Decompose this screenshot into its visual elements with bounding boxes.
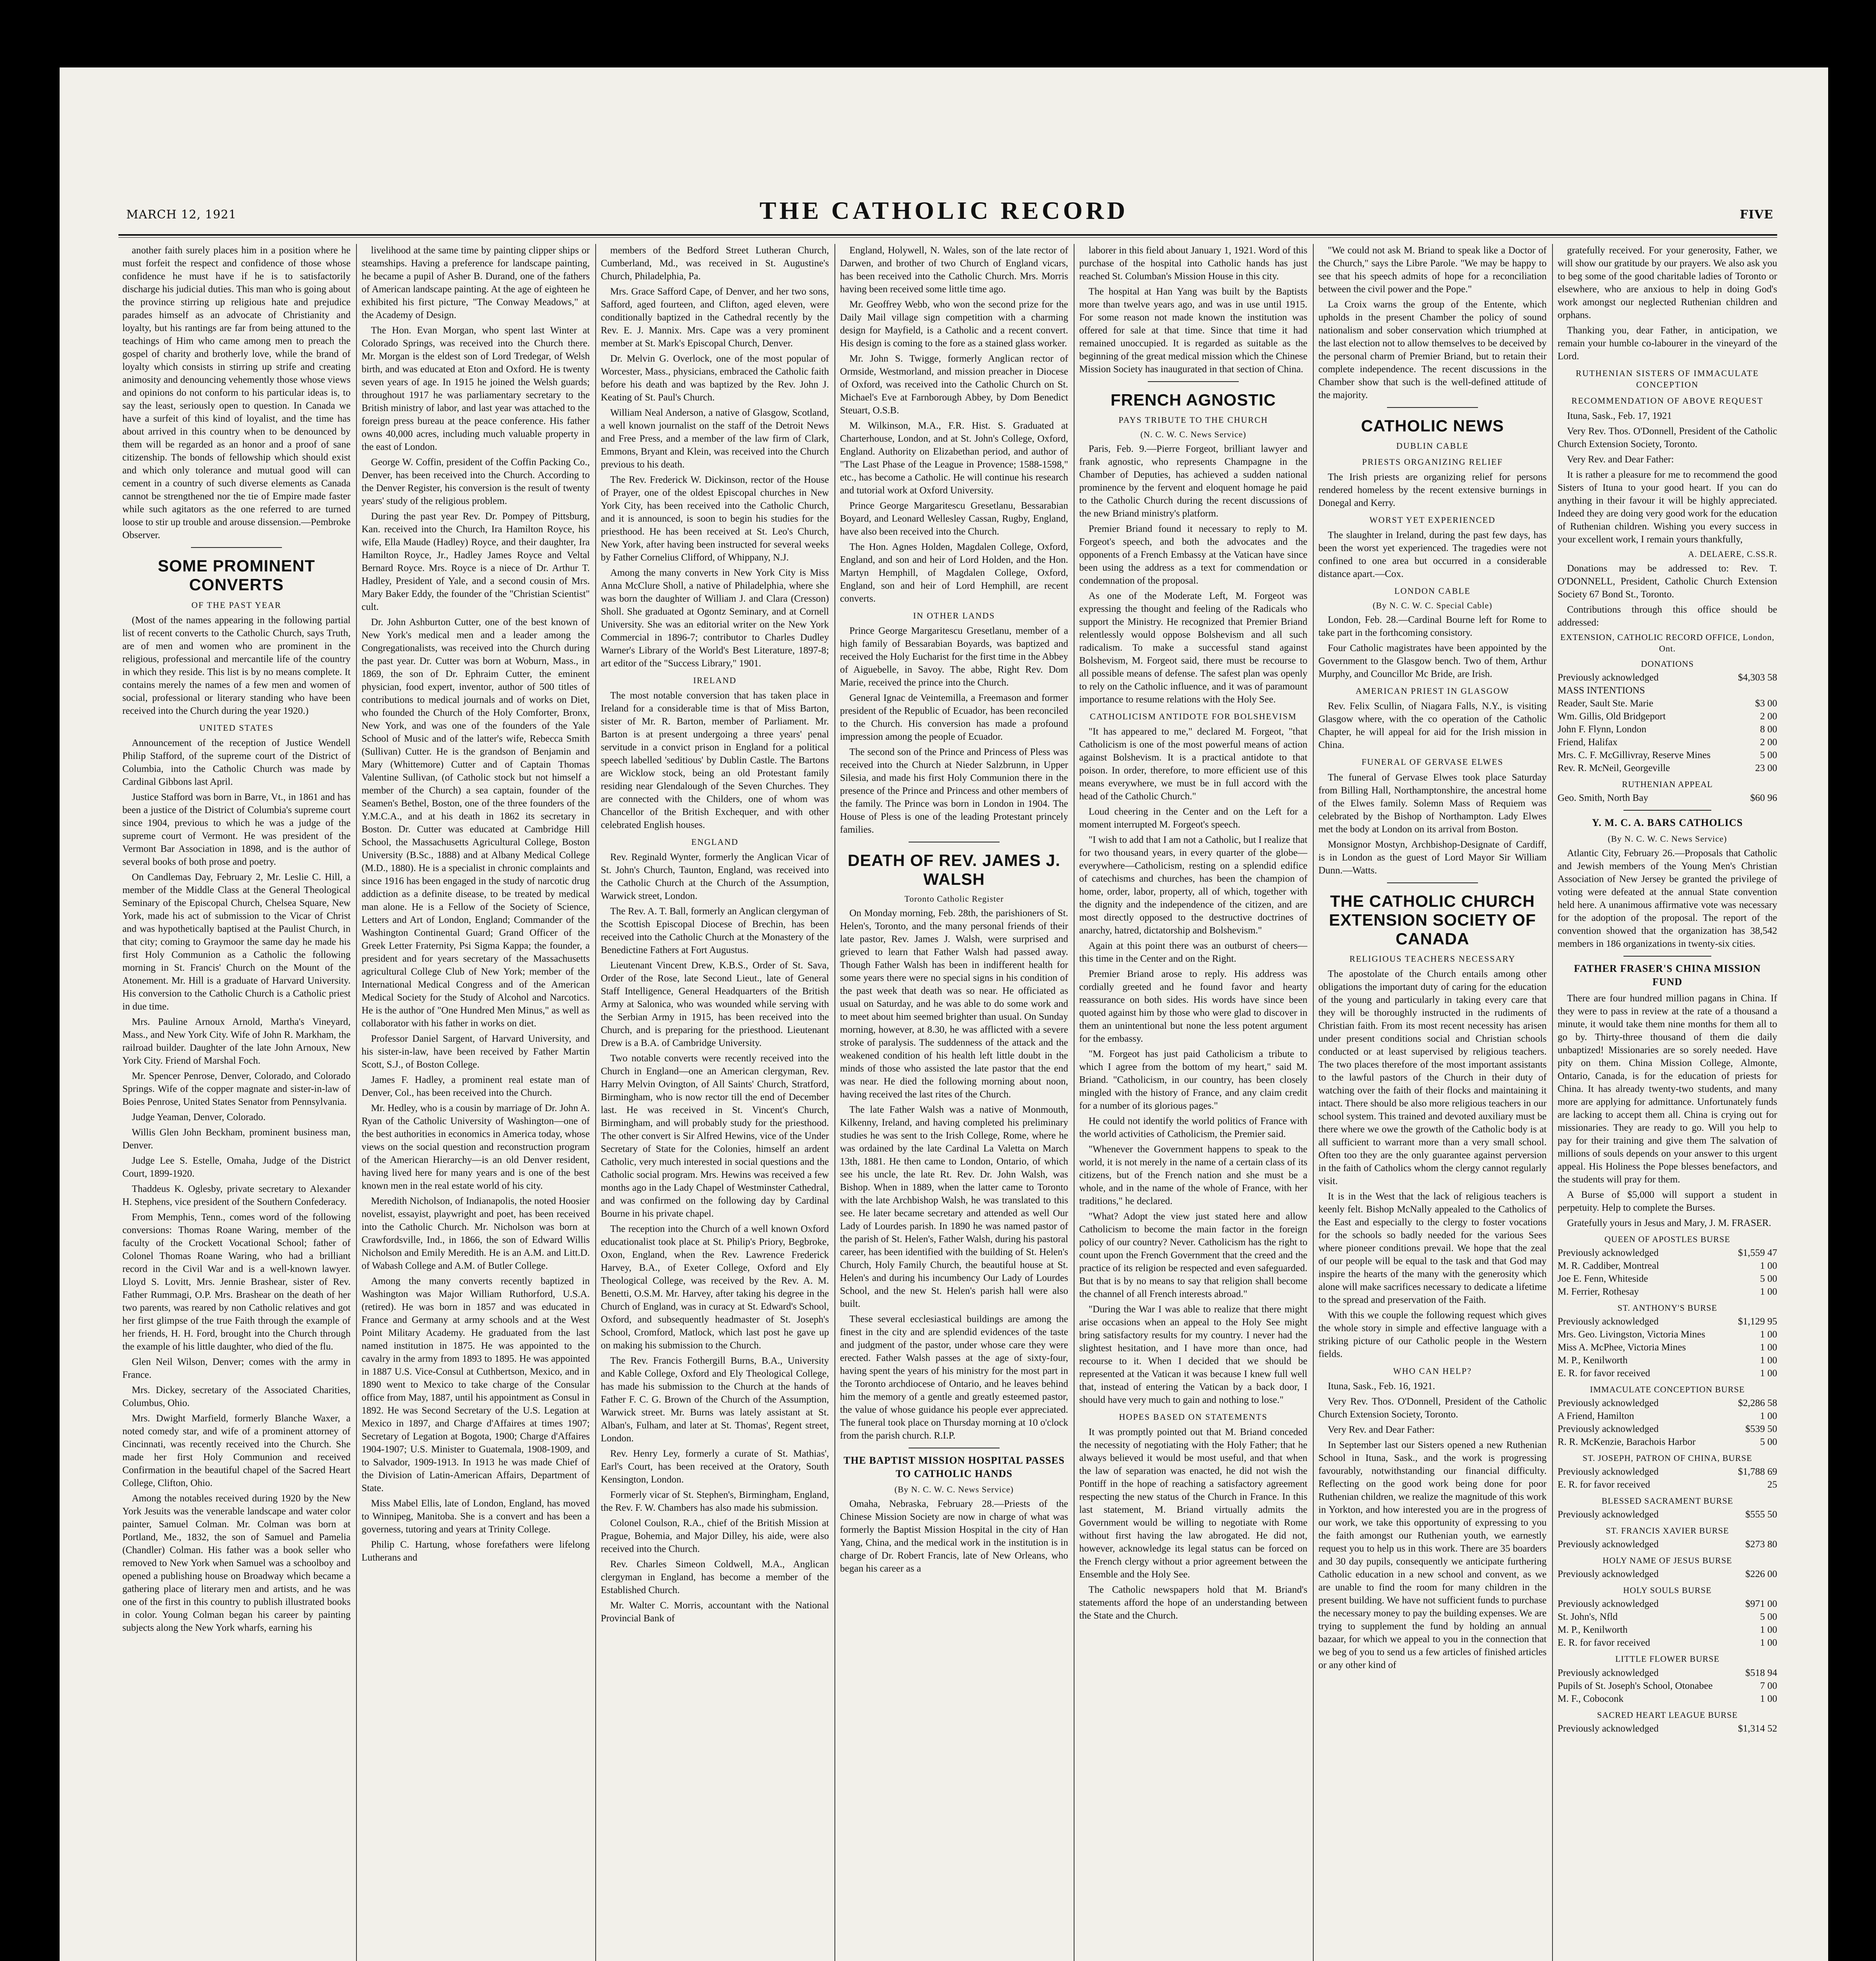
paragraph: Meredith Nicholson, of Indianapolis, the noted Hoosier novelist, essayist, playwright and poet, has been received into the Catholic Church. Mr. Nicholson was born at Crawfordsville, Ind., in 1866, the son of Edward Willis Nicholson and Emily Meredith. He is an A.M. and Litt.D. of Wabash College and A.M. of Butler College. (362, 1196, 590, 1271)
paragraph: Very Rev. and Dear Father: (1567, 454, 1674, 465)
paragraph: Monsignor Mostyn, Archbishop-Designate of Cardiff, is in London as the guest of Lord Mayor Sir William Dunn.—Watts. (1318, 839, 1547, 876)
ledger-row: Wm. Gillis, Old Bridgeport 2 00 (1558, 711, 1777, 722)
col5-text3 (1079, 1426, 1307, 1622)
paragraph: Mr. Walter C. Morris, accountant with the National Provincial Bank of (601, 1600, 829, 1624)
paragraph: The Hon. Agnes Holden, Magdalen College, Oxford, England, and son and heir of Lord Holden, and the Hon. Martyn Hemphill, of Magdalen College, Oxford, England, son and heir of Lord Hemphill, are recent converts. (840, 542, 1068, 604)
paragraph: laborer in this field about January 1, 1921. Word of this purchase of the hospital into Catholic hands has just reached St. Columban's Mission House in this city. (1079, 245, 1307, 282)
column-4 (840, 244, 1068, 1961)
burse-row: St. John's, Nfld 5 00 (1558, 1612, 1777, 1623)
burse-row: A Friend, Hamilton 1 00 (1558, 1411, 1777, 1422)
paragraph: Mrs. Pauline Arnoux Arnold, Martha's Vineyard, Mass., and New York City. Wife of John R. Markham, the railroad builder. Daughter of the late John Arnoux, New York City. Friend of Marshal Foch. (122, 1016, 351, 1066)
ymca-heading: Y. M. C. A. BARS CATHOLICS (1592, 817, 1743, 829)
death-heading: DEATH OF REV. JAMES J. WALSH (847, 851, 1061, 889)
burse-title: QUEEN OF APOSTLES BURSE (1604, 1234, 1731, 1244)
paragraph: Rev. Charles Simeon Coldwell, M.A., Anglican clergyman in England, has become a member of the Established Church. (601, 1559, 829, 1596)
paragraph: another faith surely places him in a position where he must forfeit the respect and confidence of those whose confidence he must have if he is to satisfactorily discharge his judicial duties. This man who is going about the province stirring up religious hate and prejudice parades himself as an advocate of Christianity and loyalty, but his rantings are far from being attuned to the teachings of Him who came among men to preach the gospel of charity and brotherly love, while the brand of loyalty which consists in stirring up strife and creating animosity and denouncing vehemently those whose views and opinions do not conform to his particular ideas is, to say the least, seriously open to question. In Canada we have a surfeit of this kind of loyalist, and the time has about arrived in this country when to be denounced by them will be regarded as an honor and a proof of sane citizenship. The bonds of fellowship which should exist and which only tolerance and mutual good will can cement in a country of such diverse elements as Canada cannot be strengthened nor the tie of Empire made faster while such agitators as the one referred to are turned loose to stir up trouble and arouse dissension.—Pembroke Observer. (122, 245, 351, 540)
paragraph: "Whenever the Government happens to speak to the world, it is not merely in the name of a certain class of its citizens, but of the French nation and she must be a whole, and in the name of the whole of France, with her traditions," he declared. (1079, 1144, 1307, 1207)
paragraph: Ituna, Sask., Feb. 16, 1921. (1328, 1381, 1435, 1392)
col3-body (601, 244, 829, 670)
paragraph: The Hon. Evan Morgan, who spent last Winter at Colorado Springs, was received into the Church there. Mr. Morgan is the eldest son of Lord Tredegar, of Welsh birth, and was educated at Eton and Oxford. He is twenty seven years of age. In 1915 he joined the Welsh guards; throughout 1917 he was parliamentary secretary to the British ministry of labor, and last year was attached to the foreign press bureau at the peace conference. His father owns 40,000 acres, including much valuable property in the east of London. (362, 325, 590, 452)
col7-fraser (1558, 992, 1777, 1230)
burse-row: Joe E. Fenn, Whiteside 5 00 (1558, 1273, 1777, 1284)
paragraph: Lieutenant Vincent Drew, K.B.S., Order of St. Sava, Order of the Rose, late Second Lieut., late of General Staff Intelligence, General Headquarters of the British Army at Salonica, who was wounded while serving with the Serbian Army in 1915, has been received into the Church, and is preparing for the priesthood. Lieutenant Drew is a B.A. of Cambridge University. (601, 960, 829, 1049)
col2-body (362, 244, 590, 1564)
paragraph: Contributions through this office should be addressed: (1558, 604, 1777, 628)
paragraph: "During the War I was able to realize that there might arise occasions when an appeal to the Holy See might bring satisfactory results for my country. I never had the slightest hesitation, and I have more than once, had recourse to it. When I decided that we should be represented at the Vatican it was because I knew full well that, instead of entering the Vatican by a back door, I should have very much to gain and nothing to lose." (1079, 1304, 1307, 1406)
col7-donations (1558, 562, 1777, 629)
paragraph: Very Rev. Thos. O'Donnell, President of the Catholic Church Extension Society, Toronto. (1558, 426, 1777, 450)
paragraph: "I wish to add that I am not a Catholic, but I realize that for two thousand years, in every quarter of the globe—everywhere—Catholicism, resting on a splendid edifice of catechisms and churches, has been the champion of home, order, labor, property, all of which, together with the dignity and the independence of the citizen, and are most directly opposed to the destructive doctrines of anarchy, hatred, dictatorship and Bolshevism." (1079, 835, 1307, 936)
separator (1623, 956, 1711, 957)
burse-title: HOLY NAME OF JESUS BURSE (1602, 1555, 1732, 1566)
delaere-signature: A. DELAERE, C.SS.R. (1688, 549, 1777, 559)
paragraph: Premier Briand found it necessary to reply to M. Forgeot's speech, and both the advocates and the opponents of a French Embassy at the Vatican have since been using the address as a text for commendation or condemnation of the proposal. (1079, 524, 1307, 586)
burse-row: Previously acknowledged $273 80 (1558, 1539, 1777, 1550)
column-7 (1558, 244, 1777, 1961)
office-address: EXTENSION, CATHOLIC RECORD OFFICE, London, Ont. (1560, 632, 1775, 654)
paragraph: Again at this point there was an outburst of cheers—this time in the Center and on the Right. (1079, 940, 1307, 964)
donations-ledger (1558, 658, 1777, 804)
paragraph: The Catholic newspapers hold that M. Briand's statements afford the hope of an understanding between the State and the Church. (1079, 1584, 1307, 1621)
paragraph: The late Father Walsh was a native of Monmouth, Kilkenny, Ireland, and having completed his preliminary studies he was sent to the Irish College, Rome, where he was ordained by the late Cardinal La Valetta on March 13th, 1881. He then came to London, Ontario, of which see his uncle, the late Rt. Rev. Dr. John Walsh, was Bishop. When in 1889, when the latter came to Toronto with the late Archbishop Walsh, he was translated to this see. He later became secretary and attended as well Our Lady of Lourdes parish. In 1890 he was named pastor of the parish of St. Helen's, Father Walsh, during his pastoral career, has been identified with the building of St. Helen's Church, Holy Family Church, the beautiful house at St. Helen's and during his incumbency Our Lady of Lourdes School, and the new St. Helen's parish hall were also built. (840, 1104, 1068, 1309)
ledger-row: Previously acknowledged $4,303 58 (1558, 672, 1777, 683)
paragraph: A Burse of $5,000 will support a student in perpetuity. Help to complete the Burses. (1558, 1190, 1777, 1213)
priests-text: The Irish priests are organizing relief for persons rendered homeless by the recent extensive burnings in Donegal and Kerry. (1318, 472, 1547, 509)
col1-opening (122, 244, 351, 542)
burse-row: M. P., Kenilworth 1 00 (1558, 1355, 1777, 1366)
burse-row: Previously acknowledged $2,286 58 (1558, 1398, 1777, 1409)
column-1 (122, 244, 351, 1961)
burse-title: HOLY SOULS BURSE (1623, 1585, 1712, 1595)
section-hopes: HOPES BASED ON STATEMENTS (1119, 1412, 1268, 1422)
column-3 (601, 244, 829, 1961)
burse-title: ST. ANTHONY'S BURSE (1617, 1303, 1718, 1313)
extension-society-heading: THE CATHOLIC CHURCH EXTENSION SOCIETY OF CANADA (1329, 891, 1536, 948)
paragraph: La Croix warns the group of the Entente, which upholds in the present Chamber the policy of sound nationalism and sober conservation which triumphed at the last election not to allow themselves to be deceived by the personal charm of Premier Briand, but to retain their complete independence. The recent discussions in the Chamber show that such is the well-defined attitude of the majority. (1318, 299, 1547, 400)
burse-row: M. P., Kenilworth 1 00 (1558, 1624, 1777, 1635)
col6-funeral (1318, 771, 1547, 877)
paragraph: From Memphis, Tenn., comes word of the following conversions: Thomas Roane Waring, member of the faculty of the Crockett Vocational School; father of Colonel Thomas Roane Waring, who had a brilliant record in the Civil War and is a well-known lawyer. Lloyd S. Lovitt, Mrs. Jennie Brashear, sister of Rev. Father Rummagi, O.P. Mrs. Brashear on the death of her two parents, was reared by non Catholic relatives and got her first glimpse of the true Faith through the example of her friends, H. H. Ford, brought into the Church through the example of his little daughter, who died of the flu. (122, 1212, 351, 1352)
paragraph: Mr. Spencer Penrose, Denver, Colorado, and Colorado Springs. Wife of the copper magnate and sister-in-law of Boies Penrose, United States Senator from Pennsylvania. (122, 1070, 351, 1107)
ymca-text: Atlantic City, February 26.—Proposals that Catholic and Jewish members of the Young Men's Christian Association of New Jersey be granted the privilege of voting were defeated at the annual State convention held here. A unanimous affirmative vote was necessary for the adoption of the proposal. The report of the convention showed that the organization has 38,542 members in 186 organizations in twenty-six cities. (1558, 848, 1777, 949)
section-england: ENGLAND (691, 837, 739, 847)
paragraph: Omaha, Nebraska, February 28.—Priests of the Chinese Mission Society are now in charge of what was formerly the Baptist Mission Hospital in the city of Han Yang, China, and the medical work in the institution is in charge of Dr. Robert Francis, late of New Orleans, who began his career as a (840, 1499, 1068, 1574)
paragraph: It is rather a pleasure for me to recommend the good Sisters of Ituna to your good heart. If you can do anything in their favour it will be highly appreciated. Indeed they are doing very good work for the education of Ruthenian children. Wishing you every success in your excellent work, I remain yours thankfully, (1558, 469, 1777, 545)
burse-row: Previously acknowledged $1,129 95 (1558, 1316, 1777, 1327)
burse-title: BLESSED SACRAMENT BURSE (1602, 1496, 1733, 1506)
converts-heading: SOME PROMINENT CONVERTS (158, 557, 315, 594)
paragraph: He could not identify the world politics of France with the world activities of Catholicism, the Premier said. (1079, 1116, 1307, 1140)
paragraph: Premier Briand arose to reply. His address was cordially greeted and he found favor and hearty reassurance on both sides. His words have since been quoted against him by those who were glad to discover in them an unintentional but none the less potent argument for the embassy. (1079, 969, 1307, 1044)
burse-row: Previously acknowledged $971 00 (1558, 1599, 1777, 1610)
paragraph: William Neal Anderson, a native of Glasgow, Scotland, a well known journalist on the staff of the Detroit News and Free Press, and a member of the law firm of Clark, Emmons, Bryant and Klein, was received into the Church previous to his death. (601, 407, 829, 470)
paragraph: "It has appeared to me," declared M. Forgeot, "that Catholicism is one of the most powerful means of action against Bolshevism. It is a practical antidote to that poison. In order, therefore, to more efficient use of this means everywhere, we must be in full accord with the head of the Catholic Church." (1079, 726, 1307, 802)
paragraph: Justice Stafford was born in Barre, Vt., in 1861 and has been a justice of the District of Columbia's supreme court since 1904, previous to which he was a judge of the supreme court of Vermont. He was president of the Vermont Bar Association in 1898, and is the author of several books of both prose and poetry. (122, 791, 351, 867)
col1-body (122, 737, 351, 1634)
paragraph: It was promptly pointed out that M. Briand conceded the necessity of negotiating with the Holy Father; that he always believed it would be most useful, and that when the law of separation was enacted, he did not wish the Pontiff in the hope of reaching a satisfactory agreement respecting the new status of the Church in France. In this last statement, M. Briand virtually admits the Government would be willing to negotiate with Rome without first having the law abrogated. He did not, however, acknowledge its legal status can be forced on the French clergy without a prior agreement between the Ensemble and the Holy See. (1079, 1427, 1307, 1580)
french-agnostic-heading: FRENCH AGNOSTIC (1111, 391, 1276, 409)
column-6 (1318, 244, 1547, 1961)
sisters-signature: RUTHENIAN SISTERS OF IMMACULATE CONCEPTION (1576, 368, 1759, 390)
burse-row: Pupils of St. Joseph's School, Otonabee 7 00 (1558, 1680, 1777, 1691)
paragraph: Miss Mabel Ellis, late of London, England, has moved to Winnipeg, Manitoba. She is a convert and has been a governess, tutoring and years at Trinity College. (362, 1498, 590, 1535)
paragraph: Mr. Geoffrey Webb, who won the second prize for the Daily Mail village sign competition with a charming design for Mayfield, is a Catholic and a recent convert. His design is coming to the fore as a stained glass worker. (840, 299, 1068, 349)
burse-row: Previously acknowledged $1,314 52 (1558, 1723, 1777, 1734)
paragraph: These several ecclesiastical buildings are among the finest in the city and are splendid evidences of the taste and judgment of the pastor, under whose care they were erected. Father Walsh passes at the age of sixty-four, having spent the years of his ministry for the most part in the Toronto archdiocese of Ontario, and he leaves behind him the memory of a gentle and greatly esteemed pastor, the value of whose guidance his people ever appreciated. The funeral took place on Thursday morning at 10 o'clock from the parish church. R.I.P. (840, 1313, 1068, 1441)
col6-letter (1318, 1380, 1547, 1672)
paragraph: The Rev. A. T. Ball, formerly an Anglican clergyman of the Scottish Episcopal Diocese of Brechin, has been received into the Catholic Church at the Monastery of the Benedictine Fathers at Fort Augustus. (601, 906, 829, 956)
section-other-lands: IN OTHER LANDS (913, 611, 995, 620)
paragraph: In September last our Sisters opened a new Ruthenian School in Ituna, Sask., and the work is progressing favourably, notwithstanding our financial difficulty. Reflecting on the good work being done for poor Ruthenian children, we realize the magnitude of this work in Yorkton, and how interested you are in the progress of our work, we take this opportunity of expressing to you the faith amongst our Ruthenian youth, we earnestly request you to help us in this work. There are 35 boarders and 30 day pupils, consequently we anticipate furthering Catholic education in a new school and convent, as we are unable to find the room for many children in the present building. We have not sufficient funds to purchase the necessary money to pay the building expenses. We are trying to supplement the fund by holding an annual bazaar, for which we appeal to you in the connection that we beg of you to send us a few articles of finished articles or any other kind of (1318, 1440, 1547, 1671)
paragraph: Willis Glen John Beckham, prominent business man, Denver. (122, 1127, 351, 1151)
col4-other (840, 624, 1068, 836)
paragraph: Among the notables received during 1920 by the New York Jesuits was the venerable landscape and water color painter, Samuel Colman. Mr. Colman was born at Portland, Me., 1832, the son of Samuel and Pamelia (Chandler) Colman. His father was a book seller who removed to New York when Samuel was a schoolboy and opened a publishing house on Broadway which became a gathering place of literary men and artists, and he was one of the first in this country to publish illustrated books in color. Young Colman began his career by painting subjects along the New York wharfs, earning his (122, 1493, 351, 1633)
burse-row: E. R. for favor received 25 (1558, 1479, 1777, 1490)
col5-body (1079, 244, 1307, 376)
ledger-row: Mrs. C. F. McGillivray, Reserve Mines 5 00 (1558, 750, 1777, 761)
burse-row: Previously acknowledged $1,559 47 (1558, 1248, 1777, 1259)
paragraph: Four Catholic magistrates have been appointed by the Government to the Glasgow bench. Two of them, Arthur Murphy, and Councillor Mc Bride, are Irish. (1318, 643, 1547, 680)
section-ireland: IRELAND (693, 675, 737, 685)
col5-text2 (1079, 725, 1307, 1406)
paragraph: London, Feb. 28.—Cardinal Bourne left for Rome to take part in the forthcoming consistory. (1318, 615, 1547, 639)
issue-date: MARCH 12, 1921 (126, 208, 237, 222)
paragraph: The Rev. Frederick W. Dickinson, rector of the House of Prayer, one of the oldest Episcopal churches in New York City, has been received into the Catholic Church, and it is announced, is soon to begin his studies for the priesthood. He has been received at St. Leo's Church, New York, after having been instructed for several weeks by Father Cornelius Clifford, of Whippany, N.J. (601, 475, 829, 563)
column-divider (1552, 244, 1553, 1961)
paragraph: The Rev. Francis Fothergill Burns, B.A., University and Kable College, Oxford and Ely Theological College, has made his submission to the Church at the hands of Father F. C. G. Brown of the Church of the Assumption, Warwick street. Mr. Burns was lately assistant at St. Alban's, Fulham, and later at St. Thomas', Regent street, London. (601, 1355, 829, 1444)
paragraph: The hospital at Han Yang was built by the Baptists more than twelve years ago, and was in use until 1915. For some reason not made known the institution was offered for sale at that time. Since that time it had remained unoccupied. It is regarded as suitable as the beginning of the great medical mission which the Chinese Mission Society has inaugurated in that section of China. (1079, 286, 1307, 375)
section-antidote: CATHOLICISM ANTIDOTE FOR BOLSHEVISM (1090, 711, 1297, 722)
column-divider (1313, 244, 1314, 1961)
masthead-rule (118, 234, 1777, 236)
worst-text: The slaughter in Ireland, during the past few days, has been the worst yet experienced. The tragedies were not confined to one area but occurred in a considerable distance apart.—Cox. (1318, 530, 1547, 580)
paragraph: There are four hundred million pagans in China. If they were to pass in review at the rate of a thousand a minute, it would take them nine months for them all to go by. Thirty-three thousand of them die daily unbaptized! Missionaries are so sorely needed. Have pity on them. China Mission College, Almonte, Ontario, Canada, is for the education of priests for China. It has already twenty-two students, and many more are applying for admittance. Unfortunately funds are lacking to accept them all. China is crying out for missionaries. They are ready to go. Will you help to pay for their training and give them The salvation of millions of souls depends on your answer to this urgent appeal. His Holiness the Pope blesses benefactors, and the students will pray for them. (1558, 993, 1777, 1185)
paragraph: The second son of the Prince and Princess of Pless was received into the Church at Nieder Salzbrunn, in Upper Silesia, and made his first Holy Communion there in the presence of the Prince and Princess and other members of the family. The Prince was born in London in 1904. The House of Pless is one of the leading Protestant princely families. (840, 747, 1068, 835)
burse-title: IMMACULATE CONCEPTION BURSE (1590, 1384, 1745, 1395)
paragraph: "M. Forgeot has just paid Catholicism a tribute to which I agree from the bottom of my heart," said M. Briand. "Catholicism, in our country, has been closely mingled with the history of France, and any claim credit for a number of its glorious pages." (1079, 1049, 1307, 1111)
paragraph: General Ignac de Veintemilla, a Freemason and former president of the Republic of Ecuador, has been reconciled to the Church. His conversion has made a profound impression among the people of Ecuador. (840, 693, 1068, 742)
burse-row: Miss A. McPhee, Victoria Mines 1 00 (1558, 1342, 1777, 1353)
fraser-heading: FATHER FRASER'S CHINA MISSION FUND (1574, 962, 1761, 988)
paragraph: England, Holywell, N. Wales, son of the late rector of Darwen, and brother of two Church of England vicars, has been received into the Catholic Church. Mrs. Morris having been received some little time ago. (840, 245, 1068, 295)
paragraph: Announcement of the reception of Justice Wendell Philip Stafford, of the supreme court of the District of Columbia, into the Catholic Church was made by Cardinal Gibbons last April. (122, 737, 351, 787)
column-5 (1079, 244, 1307, 1961)
paragraph: Mrs. Grace Safford Cape, of Denver, and her two sons, Safford, aged fourteen, and Clifton, aged eleven, were conditionally baptized in the Cathedral recently by the Rev. E. J. Mannix. Mrs. Cape was a very prominent member at St. Mark's Episcopal Church, Denver. (601, 286, 829, 349)
ledger-1 (1558, 671, 1777, 775)
paragraph: Dr. Melvin G. Overlock, one of the most popular of Worcester, Mass., physicians, embraced the Catholic faith before his death and was baptized by the Rev. John J. Keating of St. Paul's Church. (601, 353, 829, 403)
american-priest: AMERICAN PRIEST IN GLASGOW (1356, 686, 1509, 696)
dublin-cable: DUBLIN CABLE (1396, 441, 1469, 451)
paragraph: During the past year Rev. Dr. Pompey of Pittsburg, Kan. received into the Church, Ira Hamilton Royce, his wife, Ella Maude (Hadley) Royce, and their daughter, Ira Hamilton Royce, Jr., Hadley James Royce and Veltal Bernard Royce. Mrs. Royce is a niece of Dr. Arthur T. Hadley, President of Yale, and a second cousin of Mrs. Mary Baker Eddy, the founder of the "Christian Scientist" cult. (362, 511, 590, 612)
burse-row: E. R. for favor received 1 00 (1558, 1637, 1777, 1648)
column-divider (595, 244, 596, 1961)
ruthenian-appeal-heading: RUTHENIAN APPEAL (1622, 779, 1713, 789)
burse-title: SACRED HEART LEAGUE BURSE (1597, 1710, 1738, 1720)
separator (1387, 407, 1478, 408)
paragraph: Philip C. Hartung, whose forefathers were lifelong Lutherans and (362, 1539, 590, 1563)
paragraph: Prince George Margaritescu Gresetlanu, member of a high family of Bessarabian Boyards, was baptized and received the Holy Eucharist for the first time in the Abbey of Aiguebelle, in Savoy. The abbe, Right Rev. Dom Marie, received the prince into the Church. (840, 626, 1068, 688)
column-2 (362, 244, 590, 1961)
masthead-rule-thin (118, 237, 1777, 238)
paragraph: The most notable conversion that has taken place in Ireland for a considerable time is that of Miss Barton, sister of Mr. R. Barton, member of Parliament. Mr. Barton is at present undergoing a three years' penal servitude in a convict prison in England for a political speech labelled 'seditious' by Dublin Castle. The Bartons are Wicklow stock, being an old Protestant family residing near Glendalough of the Seven Churches. They are connected with the Childers, one of whom was Chancellor of the British Exchequer, and with other celebrated English houses. (601, 690, 829, 831)
burse-row: M. Ferrier, Rothesay 1 00 (1558, 1286, 1777, 1297)
paragraph: Glen Neil Wilson, Denver; comes with the army in France. (122, 1356, 351, 1380)
catholic-news-heading: CATHOLIC NEWS (1361, 417, 1504, 435)
separator (1148, 381, 1239, 382)
paragraph: Among the many converts in New York City is Miss Anna McClure Sholl, a native of Philadelphia, where she was born the daughter of William J. and Clara (Cresson) Sholl. She graduated at Ogontz Seminary, and at Cornell University. She was an editorial writer on the New York Commercial in 1896-7; contributor to Charles Dudley Warner's Library of the World's Best Literature, 1897-8; art editor of the "Success Library," 1901. (601, 568, 829, 669)
section-united-states: UNITED STATES (199, 722, 274, 733)
burse-row: Previously acknowledged $226 00 (1558, 1569, 1777, 1580)
paragraph: On Candlemas Day, February 2, Mr. Leslie C. Hill, a member of the Middle Class at the General Theological Seminary of the Episcopal Church, Chelsea Square, New York, made his act of submission to the Vicar of Christ and was hypothetically baptised at the Paulist Church, in that city; coming to Graymoor the same day he made his first Holy Communion as a Catholic the following morning in St. Francis' Church on the Mount of the Atonement. Mr. Hill is a graduate of Harvard University. His conversion to the Catholic Church is a Catholic priest in due time. (122, 871, 351, 1012)
burse-row: Previously acknowledged $539 50 (1558, 1424, 1777, 1435)
priests-relief: PRIESTS ORGANIZING RELIEF (1362, 457, 1503, 467)
col7-letter2 (1558, 409, 1777, 546)
burse-row: R. R. McKenzie, Barachois Harbor 5 00 (1558, 1437, 1777, 1448)
separator (1623, 810, 1711, 811)
paragraph: Ituna, Sask., Feb. 17, 1921 (1567, 411, 1672, 422)
column-divider (834, 244, 835, 1961)
col6-cces (1318, 968, 1547, 1361)
burse-row: M. F., Coboconk 1 00 (1558, 1693, 1777, 1704)
converts-intro: (Most of the names appearing in the following partial list of recent converts to the Catholic Church, says Truth, are of men and women who are prominent in the religious, professional and mercantile life of the country in which they reside. This list is by no means complete. It contains merely the names of a few men and women of social, professional or literary standing who have been received into the Church during the year 1920.) (122, 615, 351, 716)
paragraph: Rev. Henry Ley, formerly a curate of St. Mathias', Earl's Court, has been received at the Oratory, South Kensington, London. (601, 1448, 829, 1485)
paragraph: Thanking you, dear Father, in anticipation, we remain your humble co-labourer in the vineyard of the Lord. (1558, 325, 1777, 362)
burses-ledger (1558, 1233, 1777, 1735)
paragraph: It is in the West that the lack of religious teachers is keenly felt. Bishop McNally appealed to the Catholics of the East and especially to the clergy to foster vocations for the schools so badly needed for the various Sees where pioneer conditions prevail. We hope that the zeal of our people will be equal to the task and that God may inspire the hearts of the many with the generosity which alone will make sacrifices necessary to dedicate a lifetime to the spread and preservation of the Faith. (1318, 1191, 1547, 1306)
burse-row: Previously acknowledged $1,788 69 (1558, 1466, 1777, 1477)
ledger-row: Rev. R. McNeil, Georgeville 23 00 (1558, 763, 1777, 774)
paragraph: M. Wilkinson, M.A., F.R. Hist. S. Graduated at Charterhouse, London, and at St. John's College, Oxford, England. Authority on Elizabethan period, and author of "The Last Phase of the League in Provence; 1588-1598," etc., has become a Catholic. He will continue his research and tutorial work at Oxford University. (840, 420, 1068, 496)
col4-death (840, 907, 1068, 1442)
col5-text (1079, 442, 1307, 706)
ledger-row: Friend, Halifax 2 00 (1558, 737, 1777, 748)
newspaper-page (60, 67, 1828, 1961)
baptist-heading: THE BAPTIST MISSION HOSPITAL PASSES TO CATHOLIC HANDS (843, 1454, 1065, 1479)
col3-england (601, 851, 829, 1625)
worst-yet: WORST YET EXPERIENCED (1369, 515, 1496, 525)
page-number: FIVE (1740, 208, 1773, 222)
paragraph: The reception into the Church of a well known Oxford educationalist took place at St. Philip's Priory, Begbroke, Oxon, England, when the Rev. Lawrence Frederick Harvey, B.A., of Exeter College, Oxford and Ely Theological College, was received by the Rev. A. M. Benetti, O.S.M. Mr. Harvey, after taking his degree in the Church of England, was in curacy at St. Edward's School, Oxford, and subsequently headmaster of St. Joseph's School, Cromford, Matlock, which last post he gave up on making his submission to the Church. (601, 1224, 829, 1351)
separator (1387, 882, 1478, 883)
baptist-source: (By N. C. W. C. News Service) (894, 1484, 1014, 1495)
ledger-row: John F. Flynn, London 8 00 (1558, 724, 1777, 735)
paragraph: Colonel Coulson, R.A., chief of the British Mission at Prague, Bohemia, and Major Dilley, his aide, were also received into the Church. (601, 1518, 829, 1555)
recommendation-heading: RECOMMENDATION OF ABOVE REQUEST (1571, 396, 1763, 406)
column-divider (356, 244, 357, 1961)
paragraph: Very Rev. and Dear Father: (1328, 1424, 1435, 1435)
paragraph: Very Rev. Thos. O'Donnell, President of the Catholic Church Extension Society, Toronto. (1318, 1396, 1547, 1420)
burse-row: E. R. for favor received 1 00 (1558, 1368, 1777, 1379)
paragraph: Among the many converts recently baptized in Washington was Major William Ruthorford, U.S.A. (retired). He was born in 1857 and was educated in France and Germany at army schools and at the West Point Military Academy. He graduated from the last named institution in 1875. He was appointed to the cavalry in the army from 1893 to 1895. He was appointed in 1887 U.S. Vice-Consul at Cuthbertson, Mexico, and in 1890 went to Mexico to take charge of the Consular office from May, 1887, until his appointment as Consul in 1892. He was Second Secretary of the U.S. Legation at Mexico in 1897, and Charge d'Affaires at times 1907; Secretary of Legation at Bogota, 1900; Charge d'Affaires 1904-1907; U.S. Minister to Guatemala, 1908-1909, and to Salvador, 1909-1913. In 1913 he was made Chief of the Division of Latin-American Affairs, Department of State. (362, 1276, 590, 1493)
death-source: Toronto Catholic Register (904, 893, 1004, 904)
burse-row: Previously acknowledged $555 50 (1558, 1509, 1777, 1520)
paragraph: livelihood at the same time by painting clipper ships or steamships. Having a preference for landscape painting, he became a pupil of Asher B. Durand, one of the fathers of American landscape painting. At the age of eighteen he exhibited his first picture, "The Conway Meadows," at the Academy of Design. (362, 245, 590, 320)
paragraph: On Monday morning, Feb. 28th, the parishioners of St. Helen's, Toronto, and the many personal friends of their late pastor, Rev. James J. Walsh, were surprised and grieved to learn that Father Walsh had passed away. Though Father Walsh has been in indifferent health for some years there were no special signs in his condition of the past week that death was so near. He officiated as usual on Saturday, and he was able to do some work and to meet about him seemed brighter than usual. On Sunday morning, however, at 8.30, he was afflicted with a severe stroke of paralysis. The suddenness of the attack and the weakened condition of his health left little doubt in the minds of those who assisted the late pastor that the end was near. He died the following morning about noon, having received the last rites of the Church. (840, 908, 1068, 1100)
ledger-row: MASS INTENTIONS (1558, 685, 1645, 696)
col6-body (1318, 244, 1547, 402)
funeral-heading: FUNERAL OF GERVASE ELWES (1362, 757, 1503, 767)
french-source: (N. C. W. C. News Service) (1140, 429, 1246, 440)
american-text: Rev. Felix Scullin, of Niagara Falls, N.Y., is visiting Glasgow where, with the co operation of the Catholic Chapter, he will appeal for aid for the Irish mission in China. (1318, 701, 1547, 751)
donations-heading: DONATIONS (1641, 659, 1694, 669)
paragraph: Dr. John Ashburton Cutter, one of the best known of New York's medical men and a leader among the Congregationalists, was received into the Church during the past year. Dr. Cutter was born at Woburn, Mass., in 1869, the son of Dr. Ephraim Cutter, the eminent physician, food expert, inventor, author of 500 titles of contributions to medical journals and of works on Diet, who founded the Church of the Holy Comforter, Bronx, New York, and was one of the founders of the Yale School of Music and of the latter's wife, Rebecca Smith (Sullivan) Cutter. He is the grandson of Benjamin and Mary (Whittemore) Cutter and of Captain Thomas Valentine Sullivan, (of Catholic stock but not himself a member of the Church) a sea captain, founder of the Seamen's Bethel, Boston, one of the three founders of the Y.M.C.A., and at his death in 1862 its secretary in Boston. Dr. Cutter was educated at Cambridge Hill School, the Massachusetts Agricultural College, Boston University (B.Sc., 1888) and at Albany Medical College (M.D., 1880). He is a specialist in chronic complaints and since 1916 has been engaged in the study of narcotic drug addiction as a definite disease, to be treated by medical man alone. He is a Fellow of the Society of Science, Letters and Art of London, England; Commander of the Washington Continental Guard; Grand Officer of the Greek Letter Fraternity, Psi Sigma Kappa; the founder, a president and for years secretary of the Massachusetts agricultural College Club of New York; member of the International Medical Congress and of the American Medical Society for the Study of Alcohol and Narcotics. He is the author of "One Hundred Men Minus," as well as collaborator with his father in works on diet. (362, 617, 590, 1029)
paragraph: Professor Daniel Sargent, of Harvard University, and his sister-in-law, have been received by Father Martin Scott, S.J., of Boston College. (362, 1033, 590, 1070)
paragraph: Judge Yeaman, Denver, Colorado. (132, 1111, 266, 1122)
converts-subheading: OF THE PAST YEAR (191, 600, 282, 610)
paragraph: Two notable converts were recently received into the Church in England—one an American clergyman, Rev. Harry Melvin Ovington, of All Saints' Church, Stratford, Birmingham, who is now rector till the end of December last. He was received in St. Vincent's Church, Birmingham, and will probably study for the priesthood. The other convert is Sir Alfred Hewins, vice of the Under Secretary of State for the Colonies, himself an ardent Catholic, very much interested in social questions and the Catholic social program. Mrs. Hewins was received a few months ago in the Lady Chapel of Westminster Cathedral, and was confirmed on the following day by Cardinal Bourne in his private chapel. (601, 1053, 829, 1219)
paragraph: "What? Adopt the view just stated here and allow Catholicism to become the main factor in the foreign policy of our country? Never. Catholicism has the right to count upon the French Government that the creed and the practice of its religion be respected and even safeguarded. But that is by no means to say that religion shall become the channel of all French interests abroad." (1079, 1211, 1307, 1300)
burse-title: ST. FRANCIS XAVIER BURSE (1605, 1526, 1729, 1536)
paragraph: "We could not ask M. Briand to speak like a Doctor of the Church," says the Libre Parole. "We may be happy to see that his speech admits of hope for a reconciliation between the civil power and the Pope." (1318, 245, 1547, 295)
paragraph: gratefully received. For your generosity, Father, we will show our gratitude by our prayers. We also ask you to beg some of the good charitable ladies of Toronto or elsewhere, who are anxious to help in doing God's work amongst our neglected Ruthenian children and orphans. (1558, 245, 1777, 320)
paragraph: James F. Hadley, a prominent real estate man of Denver, Col., has been received into the Church. (362, 1075, 590, 1098)
paragraph: The apostolate of the Church entails among other obligations the important duty of caring for the education of the young and particularly in taking every care that they will be thoroughly instructed in the rudiments of Christian faith. From its most recent necessity has arisen under present conditions social and Christian schools conducted or at least supervised by religious teachers. The two places therefore of the most important assistants to the lawful pastors of the Church in their duty of watching over the faith of their flocks and maintaining it intact. There should be also more religious teachers in our school system. This trained and devoted auxiliary must be there where we owe the growth of the Catholic body is at all sufficient to warrant more than a very small school. Often too they are the only guarantee against perversion in the faith of Catholics whom the clergy cannot regularly visit. (1318, 969, 1547, 1187)
col6-london (1318, 613, 1547, 680)
ymca-source: (By N. C. W. C. News Service) (1608, 833, 1727, 844)
paragraph: Formerly vicar of St. Stephen's, Birmingham, England, the Rev. F. W. Chambers has also made his submission. (601, 1490, 829, 1513)
paragraph: Donations may be addressed to: Rev. T. O'DONNELL, President, Catholic Church Extension Society 67 Bond St., Toronto. (1558, 563, 1777, 600)
paragraph: George W. Coffin, president of the Coffin Packing Co., Denver, has been received into the Church. According to the Denver Register, his conversion is the result of twenty years' study of the religious problem. (362, 457, 590, 506)
religious-teachers: RELIGIOUS TEACHERS NECESSARY (1349, 954, 1516, 964)
ledger-row: Reader, Sault Ste. Marie $3 00 (1558, 698, 1777, 709)
burse-row: M. R. Caddiber, Montreal 1 00 (1558, 1261, 1777, 1272)
paragraph: Prince George Margaritescu Gresetlanu, Bessarabian Boyard, and Leonard Wellesley Cassan, Rugby, England, have also been received into the Church. (840, 500, 1068, 537)
paragraph: Mr. John S. Twigge, formerly Anglican rector of Ormside, Westmorland, and mission preacher in Diocese of Oxford, was received into the Catholic Church on St. Michael's Eve at Farnborough Abbey, by Dom Benedict Steuart, O.S.B. (840, 353, 1068, 416)
french-agnostic-subheading: PAYS TRIBUTE TO THE CHURCH (1118, 415, 1268, 425)
col3-ireland (601, 689, 829, 831)
masthead-title: THE CATHOLIC RECORD (759, 196, 1129, 224)
paragraph: Loud cheering in the Center and on the Left for a moment interrupted M. Forgeot's speech. (1079, 806, 1307, 830)
col4-body (840, 244, 1068, 605)
paragraph: The funeral of Gervase Elwes took place Saturday from Billing Hall, Northamptonshire, the ancestral home of the Elwes family. Solemn Mass of Requiem was celebrated by the Bishop of Northampton. Lady Elwes met the body at London on its arrival from Boston. (1318, 772, 1547, 835)
london-cable: LONDON CABLE (1394, 586, 1471, 596)
paragraph: With this we couple the following request which gives the whole story in simple and effective language with a striking picture of our Catholic people in the Western fields. (1318, 1310, 1547, 1360)
london-source: (By N. C. W. C. Special Cable) (1372, 600, 1492, 611)
paragraph: Paris, Feb. 9.—Pierre Forgeot, brilliant lawyer and frank agnostic, who represents Champagne in the Chamber of Deputies, has achieved a sudden national prominence by the fervent and eloquent homage he paid to the Catholic Church during the recent discussions of the new Briand ministry's platform. (1079, 444, 1307, 519)
ruthenian-row: Geo. Smith, North Bay $60 96 (1558, 793, 1777, 804)
paragraph: As one of the Moderate Left, M. Forgeot was expressing the thought and feeling of the Radicals who support the Ministry. He recognized that Premier Briand relentlessly would oppose Bolshevism and all such radicalism. To make a successful stand against Bolshevism, M. Forgeot said, there must be recourse to all possible means of defense. The safest plan was openly to rely on the Catholic influence, and it was of paramount importance to resume relations with the Holy See. (1079, 591, 1307, 705)
paragraph: Mrs. Dwight Marfield, formerly Blanche Waxer, a noted comedy star, and wife of a prominent attorney of Cincinnati, was recently received into the Church. She made her first Holy Communion and received Confirmation in the beautiful chapel of the Sacred Heart College, Clifton, Ohio. (122, 1413, 351, 1488)
col7-body (1558, 244, 1777, 363)
burse-row: Previously acknowledged $518 94 (1558, 1667, 1777, 1678)
burse-row: Mrs. Geo. Livingston, Victoria Mines 1 00 (1558, 1329, 1777, 1340)
paragraph: Mrs. Dickey, secretary of the Associated Charities, Columbus, Ohio. (122, 1384, 351, 1408)
burse-title: ST. JOSEPH, PATRON OF CHINA, BURSE (1582, 1453, 1752, 1463)
paragraph: Judge Lee S. Estelle, Omaha, Judge of the District Court, 1899-1920. (122, 1155, 351, 1179)
col4-baptist (840, 1497, 1068, 1575)
paragraph: members of the Bedford Street Lutheran Church, Cumberland, Md., was received in St. Augustine's Church, Philadelphia, Pa. (601, 245, 829, 282)
paragraph: Rev. Reginald Wynter, formerly the Anglican Vicar of St. John's Church, Taunton, England, was received into the Catholic Church at the Church of the Assumption, Warwick street, London. (601, 852, 829, 902)
paragraph: Mr. Hedley, who is a cousin by marriage of Dr. John A. Ryan of the Catholic University of Washington—one of the best authorities in economics in America today, whose views on the social question and reconstruction program of the American Hierarchy—is an old Denver resident, having lived here for many years and is one of the best known men in the real estate world of his city. (362, 1103, 590, 1191)
paragraph: Gratefully yours in Jesus and Mary, J. M. FRASER. (1567, 1218, 1771, 1229)
separator (191, 547, 282, 548)
paragraph: Thaddeus K. Oglesby, private secretary to Alexander H. Stephens, vice president of the Southern Confederacy. (122, 1183, 351, 1207)
burse-title: LITTLE FLOWER BURSE (1615, 1654, 1720, 1664)
who-can-help: WHO CAN HELP? (1393, 1366, 1472, 1376)
